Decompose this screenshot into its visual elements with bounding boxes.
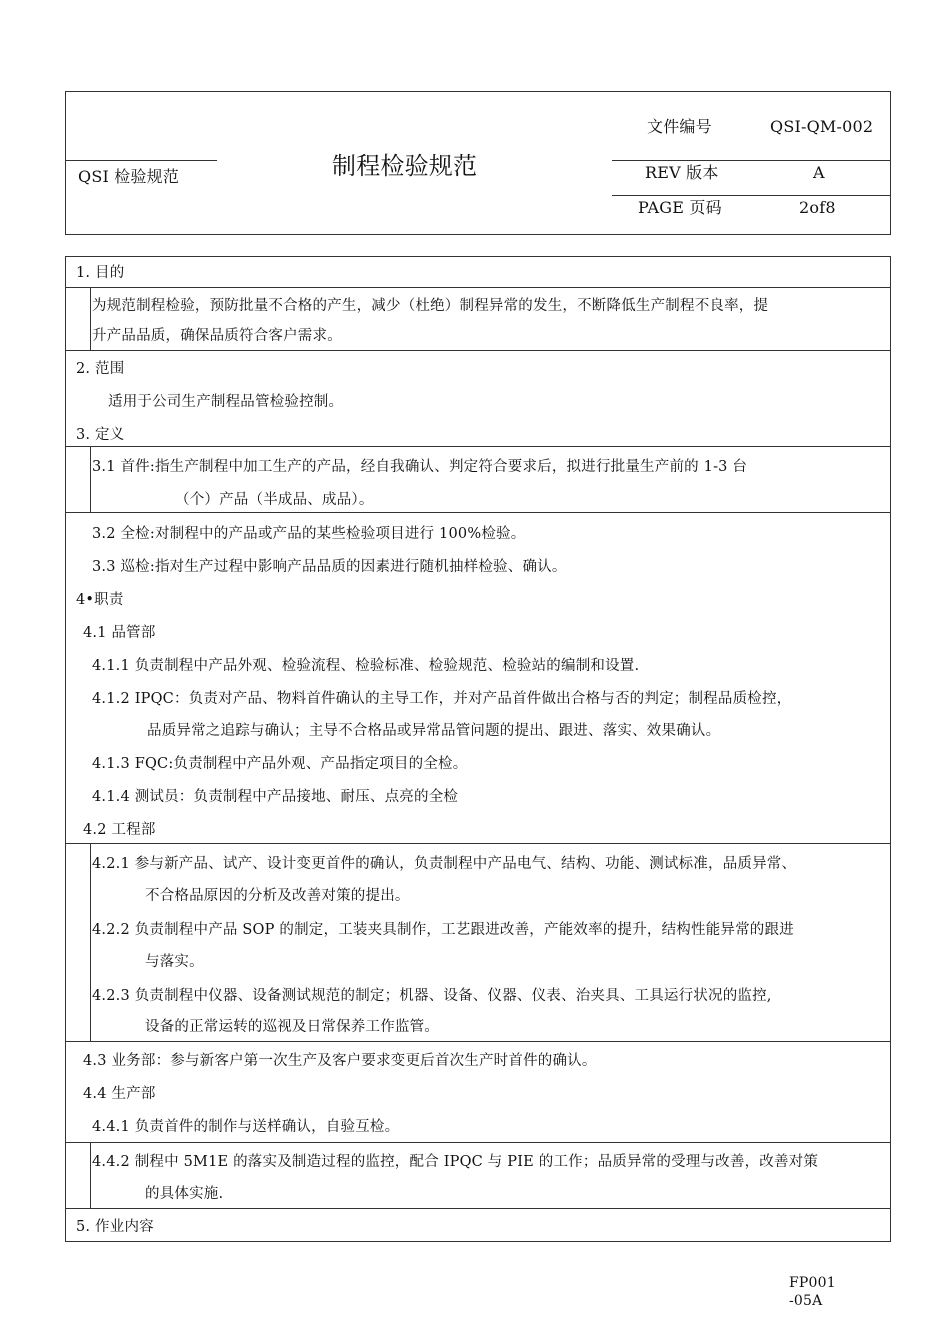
header-divider-right-2 (612, 195, 891, 196)
doc-type-label: QSI 检验规范 (78, 167, 180, 186)
header-frame (65, 91, 891, 235)
body-paragraph: 4.1.3 FQC:负责制程中产品外观、产品指定项目的全检。 (92, 756, 468, 772)
row-line (65, 843, 891, 844)
table-left-border (65, 256, 66, 1241)
form-number: FP001-05A (789, 1275, 836, 1309)
subsection-heading: 4.4 生产部 (83, 1086, 156, 1102)
subsection-heading: 4.2 工程部 (83, 822, 156, 838)
body-paragraph: 3.3 巡检:指对生产过程中影响产品品质的因素进行随机抽样检验、确认。 (92, 559, 567, 575)
section-heading-work-content: 5. 作业内容 (76, 1219, 154, 1235)
indent-line (90, 843, 91, 1041)
doc-number-value: QSI-QM-002 (770, 117, 874, 136)
section-heading-responsibility: 4•职责 (76, 592, 124, 608)
body-paragraph: 4.1.2 IPQC：负责对产品、物料首件确认的主导工作，并对产品首件做出合格与否的判定；制程品质检控， (92, 691, 792, 707)
body-paragraph: 与落实。 (145, 954, 204, 970)
body-paragraph: （个）产品（半成品、成品）。 (175, 492, 374, 508)
indent-line (90, 1142, 91, 1208)
row-line (65, 1208, 891, 1209)
indent-line (90, 446, 91, 512)
table-bottom-border (65, 1241, 891, 1242)
row-line (65, 512, 891, 513)
subsection-heading: 4.1 品管部 (83, 625, 156, 641)
row-line (65, 1142, 891, 1143)
header-divider-right-1 (612, 160, 891, 161)
revision-value: A (813, 163, 825, 182)
row-line (65, 350, 891, 351)
section-heading-purpose: 1. 目的 (76, 265, 125, 281)
body-paragraph: 升产品品质，确保品质符合客户需求。 (92, 328, 342, 344)
body-paragraph: 4.4.2 制程中 5M1E 的落实及制造过程的监控，配合 IPQC 与 PIE 的工作；品质异常的受理与改善，改善对策 (92, 1154, 819, 1170)
body-paragraph: 设备的正常运转的巡视及日常保养工作监管。 (145, 1019, 439, 1035)
body-paragraph: 4.2.1 参与新产品、试产、设计变更首件的确认，负责制程中产品电气、结构、功能、测试标准，品质异常、 (92, 856, 797, 872)
body-paragraph: 4.4.1 负责首件的制作与送样确认，自验互检。 (92, 1119, 400, 1135)
revision-label: REV 版本 (645, 163, 719, 182)
indent-line (90, 287, 91, 350)
section-heading-definition: 3. 定义 (76, 427, 125, 443)
page-value: 2of8 (799, 198, 836, 217)
body-paragraph: 3.2 全检:对制程中的产品或产品的某些检验项目进行 100%检验。 (92, 526, 526, 542)
body-paragraph: 4.2.2 负责制程中产品 SOP 的制定，工装夹具制作，工艺跟进改善，产能效率的提升，结构性能异常的跟进 (92, 922, 794, 938)
body-paragraph: 不合格品原因的分析及改善对策的提出。 (145, 888, 410, 904)
subsection-heading: 4.3 业务部：参与新客户第一次生产及客户要求变更后首次生产时首件的确认。 (83, 1053, 597, 1069)
document-title: 制程检验规范 (332, 152, 478, 180)
body-paragraph: 4.1.1 负责制程中产品外观、检验流程、检验标准、检验规范、检验站的编制和设置. (92, 658, 640, 674)
table-top-border (65, 256, 891, 257)
body-paragraph: 为规范制程检验，预防批量不合格的产生，减少（杜绝）制程异常的发生，不断降低生产制程不良率，提 (92, 298, 769, 314)
table-right-border (890, 256, 891, 1241)
body-paragraph: 的具体实施. (145, 1186, 224, 1202)
section-heading-scope: 2. 范围 (76, 361, 125, 377)
row-line (65, 1041, 891, 1042)
body-paragraph: 4.2.3 负责制程中仪器、设备测试规范的制定；机器、设备、仪器、仪表、治夹具、工具运行状况的监控, (92, 988, 772, 1004)
doc-number-label: 文件编号 (647, 117, 712, 136)
body-paragraph: 4.1.4 测试员：负责制程中产品接地、耐压、点亮的全检 (92, 789, 459, 805)
body-paragraph: 适用于公司生产制程品管检验控制。 (108, 394, 344, 410)
header-divider-left (65, 160, 217, 161)
body-paragraph: 品质异常之追踪与确认；主导不合格品或异常品管问题的提出、跟进、落实、效果确认。 (147, 723, 721, 739)
row-line (65, 446, 891, 447)
body-paragraph: 3.1 首件:指生产制程中加工生产的产品，经自我确认、判定符合要求后，拟进行批量生产前的 1-3 台 (92, 459, 748, 475)
row-line (65, 287, 891, 288)
page-label: PAGE 页码 (638, 198, 722, 217)
